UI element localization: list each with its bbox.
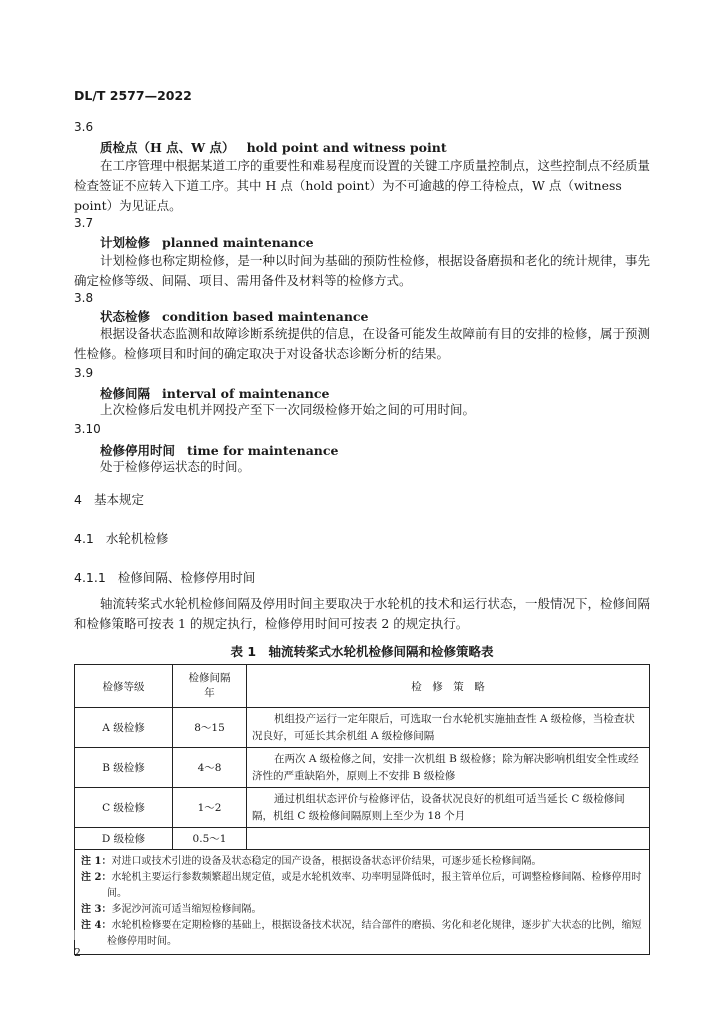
heading-number: 4 [74,492,82,507]
table-notes [75,850,650,955]
note-text: 对进口或技术引进的设备及状态稳定的国产设备，根据设备状态评价结果，可逐步延长检修间隔。 [111,856,542,867]
note-label: 注 3： [81,904,112,915]
definition-text: 上次检修后发电机并网投产至下一次同级检修开始之间的可用时间。 [100,402,476,417]
term-title [100,138,447,156]
table-notes-row [75,850,650,955]
definition-text: 在工序管理中根据某道工序的重要性和难易程度而设置的关键工序质量控制点，这些控制点不经质量检查签证不应转入下道工序。其中 H 点（hold point）为不可逾越的停工待检点，W 点（witness point）为见证点。 [74,158,651,213]
table-note [81,870,643,902]
section-number: 3.7 [74,216,94,230]
section-number: 3.10 [74,422,101,436]
document-code-header: DL/T 2577—2022 [74,88,192,103]
table-row [75,828,650,850]
cell-level: A 级检修 [75,708,173,748]
section-heading [74,529,168,547]
body-paragraph: 轴流转桨式水轮机检修间隔及停用时间主要取决于水轮机的技术和运行状态，一般情况下，检修间隔和检修策略可按表 1 的规定执行，检修停用时间可按表 2 的规定执行。 [74,596,651,631]
table-row [75,788,650,828]
term-en: time for maintenance [187,443,339,458]
section-number: 3.6 [74,120,94,134]
term-title [100,307,369,325]
margin-mark [74,930,75,940]
header-level: 检修等级 [75,665,173,708]
heading-number: 4.1 [74,531,94,546]
table-row [75,708,650,748]
section-number: 3.9 [74,366,94,380]
term-title [100,233,314,251]
cell-interval: 4～8 [173,748,247,788]
term-cn: 状态检修 [100,309,151,324]
note-label: 注 1： [81,856,112,867]
header-strategy: 检 修 策 略 [247,665,650,708]
term-en: condition based maintenance [162,309,369,324]
header-interval: 检修间隔 年 [173,665,247,708]
heading-title: 水轮机检修 [105,531,169,546]
cell-strategy: 通过机组状态评价与检修评估，设备状况良好的机组可适当延长 C 级检修间隔，机组 C 级检修间隔原则上至少为 18 个月 [247,788,650,828]
table-note [81,854,643,870]
chapter-heading [74,490,144,508]
note-label: 注 2： [81,872,112,883]
table-row [75,748,650,788]
cell-interval: 1～2 [173,788,247,828]
definition-text: 计划检修也称定期检修，是一种以时间为基础的预防性检修，根据设备磨损和老化的统计规律，事先确定检修等级、间隔、项目、需用备件及材料等的检修方式。 [74,253,651,288]
subsection-heading [74,568,255,586]
cell-strategy: 机组投产运行一定年限后，可选取一台水轮机实施抽查性 A 级检修，当检查状况良好，可延长其余机组 A 级检修间隔 [247,708,650,748]
term-en: interval of maintenance [162,386,330,401]
maintenance-strategy-table [74,664,650,955]
cell-interval: 0.5～1 [173,828,247,850]
term-en: planned maintenance [162,235,314,250]
definition-text: 处于检修停运状态的时间。 [100,459,251,474]
term-cn: 检修停用时间 [100,443,176,458]
term-cn: 检修间隔 [100,386,151,401]
term-en: hold point and witness point [246,140,447,155]
table-note [81,902,643,918]
note-label: 注 4： [81,920,112,931]
cell-level: B 级检修 [75,748,173,788]
term-cn: 质检点（H 点、W 点） [100,140,235,155]
table-header-row [75,665,650,708]
cell-level: C 级检修 [75,788,173,828]
note-text: 多泥沙河流可适当缩短检修间隔。 [111,904,262,915]
page-number: 2 [74,946,81,959]
heading-number: 4.1.1 [74,570,106,585]
cell-interval: 8～15 [173,708,247,748]
cell-strategy [247,828,650,850]
table-note [81,918,643,950]
table-caption: 表 1 轴流转桨式水轮机检修间隔和检修策略表 [230,644,494,659]
heading-title: 检修间隔、检修停用时间 [117,570,256,585]
note-text: 水轮机主要运行参数频繁超出规定值，或是水轮机效率、功率明显降低时，报主管单位后，可调整检修间隔、检修停用时间。 [107,872,642,899]
term-cn: 计划检修 [100,235,151,250]
cell-level: D 级检修 [75,828,173,850]
note-text: 水轮机检修要在定期检修的基础上，根据设备技术状况，结合部件的磨损、劣化和老化规律，逐步扩大状态的比例，缩短检修停用时间。 [107,920,642,947]
definition-text: 根据设备状态监测和故障诊断系统提供的信息，在设备可能发生故障前有目的安排的检修，属于预测性检修。检修项目和时间的确定取决于对设备状态诊断分析的结果。 [74,326,651,361]
cell-strategy: 在两次 A 级检修之间，安排一次机组 B 级检修；除为解决影响机组安全性或经济性的严重缺陷外，原则上不安排 B 级检修 [247,748,650,788]
section-number: 3.8 [74,291,94,305]
heading-title: 基本规定 [93,492,144,507]
